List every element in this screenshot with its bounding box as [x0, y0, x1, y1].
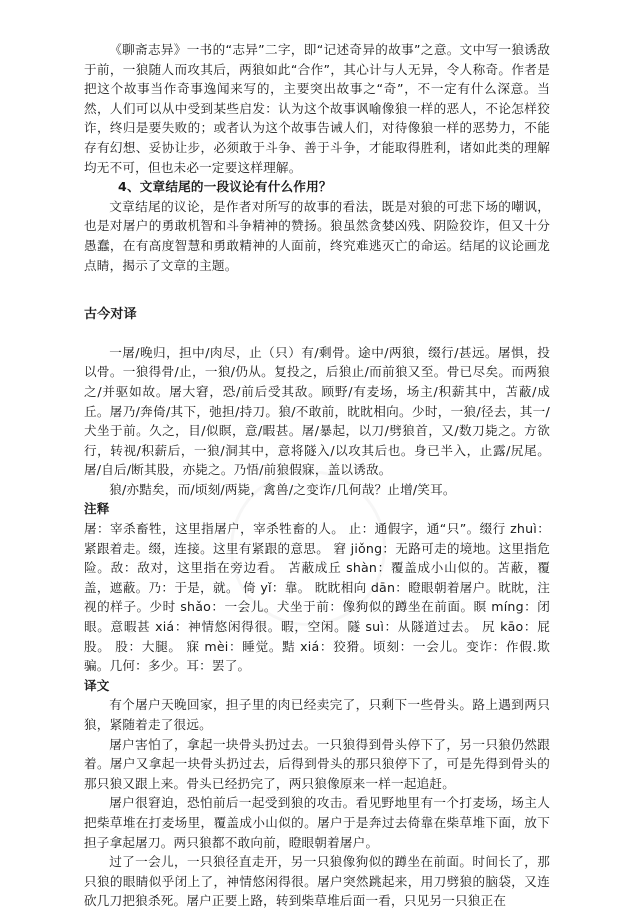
- translation-paragraph: 有个屠户天晚回家，担子里的肉已经卖完了，只剩下一些骨头。路上遇到两只狼，紧随着走了很远。: [84, 697, 550, 732]
- watermark-seal: [230, 470, 386, 626]
- question-heading: 4、文章结尾的一段议论有什么作用？: [118, 179, 332, 195]
- intro-paragraph: 《聊斋志异》一书的“志异”二字，即“记述奇异的故事”之意。文中写一狼诱敌于前，一狼随人而攻其后，两狼如此“合作”，其心计与人无异，令人称奇。作者是把这个故事当作奇事逸闻来写的，主要突出故事之“奇”，不一定有什么深意。当然，人们可以从中受到某些启发：认为这个故事讽喻像狼一样的恶人，不论怎样狡诈，终归是要失败的；或者认为这个故事告诫人们，对待像狼一样的恶势力，不能存有幻想、妥协让步，必须敢于斗争、善于斗争，才能取得胜利，诸如此类的理解均无不可，但也未必一定要这样理解。: [84, 42, 550, 175]
- notes-paragraph: 屠：宰杀畜牲，这里指屠户，宰杀牲畜的人。 止：通假字，通“只”。缀行 zhuì：紧跟着走。缀，连接。这里有紧跟的意思。 窘 jiǒng：无路可走的境地。这里指危险。敌：敌对，这里指在旁边看。 苫蔽成丘 shàn：覆盖成小山似的。苫蔽，覆盖，遮蔽。乃：于是，就。 倚 yǐ：靠。 眈眈相向 dān：瞪眼朝着屠户。眈眈，注视的样子。少时 shǎo：一会儿。犬坐于前：像狗似的蹲坐在前面。瞑 míng：闭眼。意暇甚 xiá：神情悠闲得很。暇，空闲。隧 suì：从隧道过去。 尻 kāo：屁股。 股：大腿。 寐 mèi：睡觉。黠 xiá：狡猾。顷刻：一会儿。变诈：作假.欺骗。几何：多少。耳：罢了。: [84, 521, 550, 674]
- translation-paragraph: 过了一会儿，一只狼径直走开，另一只狼像狗似的蹲坐在前面。时间长了，那只狼的眼睛似乎闭上了，神情悠闲得很。屠户突然跳起来，用刀劈狼的脑袋，又连砍几刀把狼杀死。屠户正要上路，转到柴草堆后面一看，只见另一只狼正在: [84, 854, 550, 909]
- classical-text-paragraph: 狼/亦黠矣，而/顷刻/两毙，禽兽/之变诈/几何哉？止增/笑耳。: [109, 481, 456, 497]
- section-title: 古今对译: [84, 307, 137, 323]
- translation-paragraph: 屠户很窘迫，恐怕前后一起受到狼的攻击。看见野地里有一个打麦场，场主人把柴草堆在打麦场里，覆盖成小山似的。屠户于是奔过去倚靠在柴草堆下面，放下担子拿起屠刀。两只狼都不敢向前，瞪眼朝着屠户。: [84, 795, 550, 850]
- answer-paragraph: 文章结尾的议论，是作者对所写的故事的看法，既是对狼的可悲下场的嘲讽，也是对屠户的勇敢机智和斗争精神的赞扬。狼虽然贪婪凶残、阴险狡诈，但又十分愚蠢，在有高度智慧和勇敢精神的人面前，终究难逃灭亡的命运。结尾的议论画龙点睛，揭示了文章的主题。: [84, 198, 550, 273]
- section-spacer: [84, 325, 550, 343]
- section-spacer: [84, 275, 550, 305]
- classical-text-paragraph: 一屠/晚归，担中/肉尽，止（只）有/剩骨。途中/两狼，缀行/甚远。屠惧，投以骨。一狼得骨/止，一狼/仍从。复投之，后狼止/而前狼又至。骨已尽矣。而两狼之/并驱如故。屠大窘，恐/前后受其敌。顾野/有麦场，场主/积薪其中，苫蔽/成丘。屠乃/奔倚/其下，弛担/持刀。狼/不敢前，眈眈相向。少时，一狼/径去，其一/犬坐于前。久之，目/似瞑，意/暇甚。屠/暴起，以刀/劈狼首，又/数刀毙之。方欲行，转视/积薪后，一狼/洞其中，意将隧入/以攻其后也。身已半入，止露/尻尾。屠/自后/断其股，亦毙之。乃悟/前狼假寐，盖以诱敌。: [84, 344, 550, 478]
- translation-paragraph: 屠户害怕了，拿起一块骨头扔过去。一只狼得到骨头停下了，另一只狼仍然跟着。屠户又拿起一块骨头扔过去，后得到骨头的那只狼停下了，可是先得到骨头的那只狼又跟上来。骨头已经扔完了，两只狼像原来一样一起追赶。: [84, 736, 550, 791]
- notes-title: 注释: [84, 501, 110, 517]
- translation-title: 译文: [84, 677, 110, 693]
